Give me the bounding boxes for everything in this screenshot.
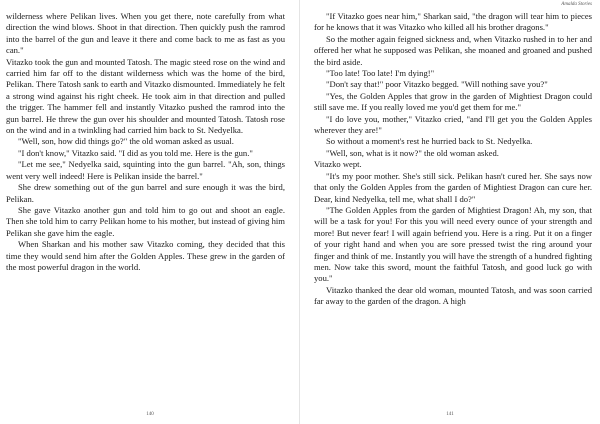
paragraph: "Too late! Too late! I'm dying!": [326, 68, 435, 79]
paragraph: When Sharkan and his mother saw Vitazko coming, they decided that this time they would send him after the Golden Apples. These grew in the garden of the most powerful dragon in the world.: [6, 239, 285, 272]
paragraph: Vitazko thanked the dear old woman, mounted Tatosh, and was soon carried far away to the garden of the dragon. A high: [314, 284, 592, 307]
paragraph: wilderness where Pelikan lives. When you get there, note carefully from what direction the wind blows. Shoot in that direction. Then quickly push the ramrod into the barrel of the gun and leave it there and come back to me as fast as you can.": [6, 11, 285, 56]
paragraph: "Well, son, what is it now?" the old woman asked.: [326, 147, 499, 158]
paragraph: "Yes, the Golden Apples that grow in the garden of Mightiest Dragon could still save me. If you really loved me you'd get them for me.": [314, 90, 592, 113]
running-head: Amalda Stories: [561, 2, 592, 7]
paragraph: Vitazko wept.: [314, 159, 362, 170]
right-page: [300, 0, 600, 424]
paragraph: "The Golden Apples from the garden of Mightiest Dragon! Ah, my son, that will be a task for you! For this you will need every ounce of your strength and more! But never fear! I will again befriend you. Here is a ring. Put it on a finger of your right hand and when you are sore pressed twist the ring around your finger and think of me. Instantly you will have the strength of a hundred fighting men. Now take this sword, mount the faithful Tatosh, and good luck go with you.": [314, 204, 592, 284]
paragraph: So without a moment's rest he hurried back to St. Nedyelka.: [326, 136, 533, 147]
paragraph: "Well, son, how did things go?" the old woman asked as usual.: [18, 136, 234, 147]
paragraph: She drew something out of the gun barrel and sure enough it was the bird, Pelikan.: [6, 182, 285, 204]
paragraph: Vitazko took the gun and mounted Tatosh. The magic steed rose on the wind and carried him far off to the distant wilderness which was the home of the bird, Pelikan. There Tatosh sank to earth and Vitazko dismounted. Immediately he felt a strong wind against his right cheek. He took aim in that direction and pulled the trigger. The hammer fell and instantly Vitazko pushed the ramrod into the gun barrel. He threw the gun over his shoulder and mounted Tatosh. Tatosh rose on the wind and in a twinkling had carried him back to St. Nedyelka.: [6, 56, 285, 136]
paragraph: "If Vitazko goes near him," Sharkan said, "the dragon will tear him to pieces for he knows that it was Vitazko who killed all his brother dragons.": [314, 11, 592, 33]
paragraph: She gave Vitazko another gun and told him to go out and shoot an eagle. Then she told him to carry Pelikan home to his mother, but instead of giving him Pelikan she gave him the eagle.: [6, 204, 285, 238]
paragraph: So the mother again feigned sickness and, when Vitazko rushed in to her and offered her what he supposed was Pelikan, she moaned and groaned and pushed the bird aside.: [314, 33, 592, 67]
right-page-text: [314, 11, 592, 308]
paragraph: "It's my poor mother. She's still sick. Pelikan hasn't cured her. She says now that only the Golden Apples from the garden of Mightiest Dragon can cure her. Dear, kind Nedyelka, tell me, what shall I do?": [314, 170, 592, 204]
paragraph: "I don't know," Vitazko said. "I did as you told me. Here is the gun.": [18, 147, 253, 158]
left-page-text: [6, 11, 285, 273]
paragraph: "Let me see," Nedyelka said, squinting into the gun barrel. "Ah, son, things went very well indeed! Here is Pelikan inside the barrel.": [6, 159, 285, 181]
paragraph: "I do love you, mother," Vitazko cried, "and I'll get you the Golden Apples wherever they are!": [314, 113, 592, 136]
page-number-right: 141: [446, 412, 454, 417]
page-number-left: 140: [146, 412, 154, 417]
paragraph: "Don't say that!" poor Vitazko begged. "Will nothing save you?": [326, 79, 548, 90]
